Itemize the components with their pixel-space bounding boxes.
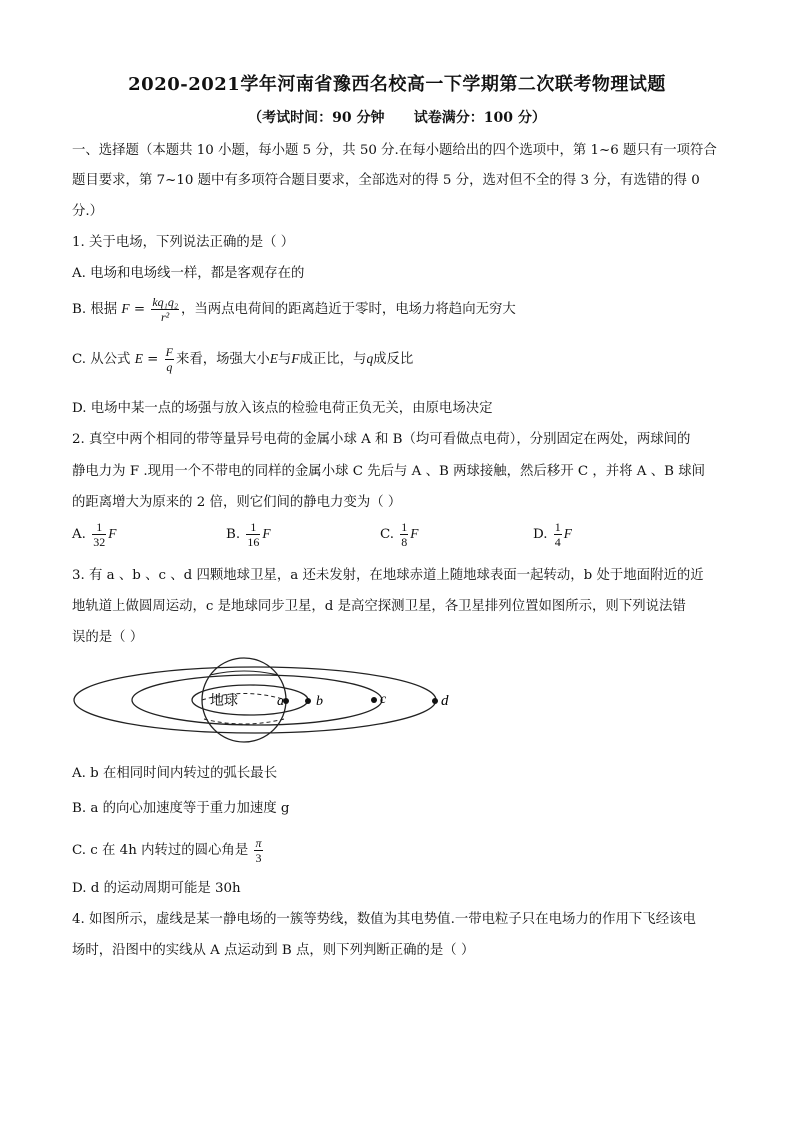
orbit-c: [132, 675, 382, 725]
satellite-c-label: c: [380, 692, 387, 707]
satellite-d-dot: [432, 698, 438, 704]
q3-stem-line-2: 地轨道上做圆周运动，c 是地球同步卫星，d 是高空探测卫星，各卫星排列位置如图所示，则下列说法错: [72, 599, 686, 614]
q2-stem-line-2: 静电力为 F .现用一个不带电的同样的金属小球 C 先后与 A 、B 两球接触，然后移开 C ，并将 A 、B 球间: [72, 464, 705, 479]
q1-option-b: B. 根据 F = $\frac{\text{kq₁q₂}}{\text{r²}}$ ，当两点电荷间的距离趋近于零时，电场力将趋向无穷大: [72, 295, 516, 324]
earth-latitude-top: [210, 671, 278, 675]
q1-c-fraction: $\frac{F}{q}$: [165, 345, 173, 374]
q1-option-c: C. 从公式 E = $\frac{F}{q}$ 来看，场强大小E与F成正比，与q成反比: [72, 345, 414, 374]
q2-option-b: B. $\frac{1}{16}$ F: [226, 520, 271, 549]
q1-option-a: A. 电场和电场线一样，都是客观存在的: [72, 266, 305, 281]
satellite-a-label: a: [277, 694, 284, 709]
section-instructions-line-1: 一、选择题（本题共 10 小题，每小题 5 分，共 50 分.在每小题给出的四个选项中，第 1~6 题只有一项符合: [72, 143, 717, 158]
satellite-orbit-figure: [72, 655, 472, 750]
section-instructions-line-2: 题目要求，第 7~10 题中有多项符合题目要求，全部选对的得 5 分，选对但不全的得 3 分，有选错的得 0: [72, 173, 700, 188]
q3-option-d: D. d 的运动周期可能是 30h: [72, 881, 241, 896]
satellite-d-label: d: [441, 693, 449, 709]
q4-stem-line-1: 4. 如图所示，虚线是某一静电场的一簇等势线，数值为其电势值.一带电粒子只在电场力的作用下飞经该电: [72, 912, 696, 927]
satellite-b-label: b: [316, 694, 323, 709]
page-title: 2020-2021学年河南省豫西名校高一下学期第二次联考物理试题: [128, 74, 666, 95]
q3-stem-line-3: 误的是（ ）: [72, 630, 144, 645]
q3-stem-line-1: 3. 有 a 、b 、c 、d 四颗地球卫星，a 还未发射，在地球赤道上随地球表面一起转动，b 处于地面附近的近: [72, 568, 704, 583]
q2-stem-line-1: 2. 真空中两个相同的带等量异号电荷的金属小球 A 和 B（均可看做点电荷），分别固定在两处，两球间的: [72, 432, 691, 447]
satellite-c-dot: [371, 697, 377, 703]
q2-option-d: D. $\frac{1}{4}$ F: [533, 520, 572, 549]
q3-c-fraction: $\frac{\pi}{3}$: [255, 836, 262, 865]
q3-option-a: A. b 在相同时间内转过的弧长最长: [72, 766, 278, 781]
page-subtitle: （考试时间：90 分钟 试卷满分：100 分）: [248, 110, 546, 126]
section-instructions-line-3: 分.）: [72, 204, 104, 219]
q2-stem-line-3: 的距离增大为原来的 2 倍，则它们间的静电力变为（ ）: [72, 495, 402, 510]
q2-option-c: C. $\frac{1}{8}$ F: [380, 520, 419, 549]
q1-stem: 1. 关于电场，下列说法正确的是（ ）: [72, 235, 295, 250]
q4-stem-line-2: 场时，沿图中的实线从 A 点运动到 B 点，则下列判断正确的是（ ）: [72, 943, 475, 958]
q1-b-fraction: $\frac{\text{kq₁q₂}}{\text{r²}}$: [152, 295, 178, 324]
q1-option-d: D. 电场中某一点的场强与放入该点的检验电荷正负无关，由原电场决定: [72, 401, 493, 416]
q3-option-b: B. a 的向心加速度等于重力加速度 g: [72, 801, 290, 816]
satellite-b-dot: [305, 698, 311, 704]
q3-option-c: C. c 在 4h 内转过的圆心角是 $\frac{\pi}{3}$: [72, 836, 262, 865]
q2-option-a: A. $\frac{1}{32}$ F: [72, 520, 117, 549]
earth-label: 地球: [210, 693, 238, 709]
